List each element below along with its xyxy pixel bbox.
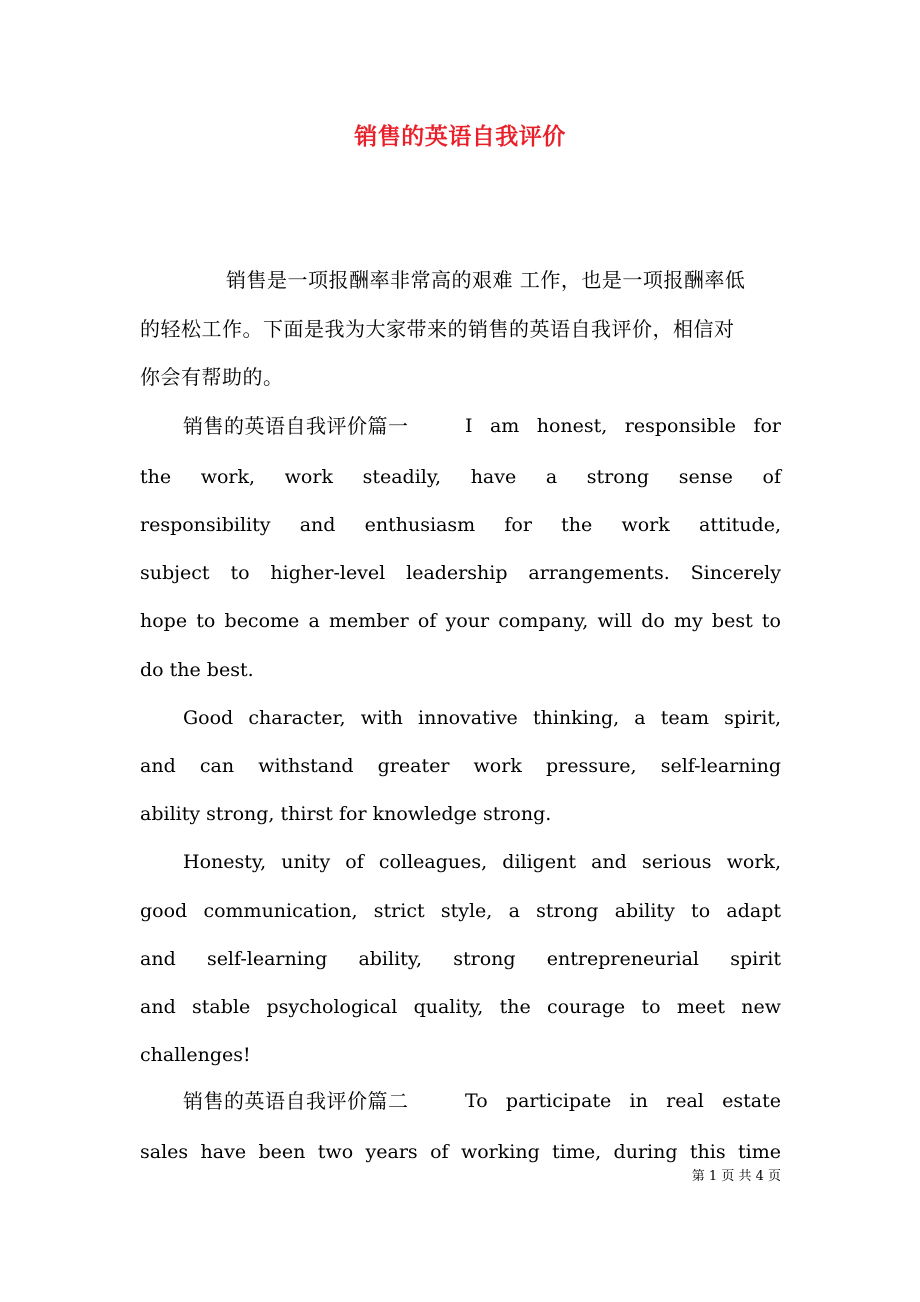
- para3-line-5: challenges!: [140, 1044, 251, 1066]
- para2-line-3: ability strong, thirst for knowledge strong.: [140, 803, 552, 825]
- para3-line-2: good communication, strict style, a strong ability to adapt: [140, 900, 781, 922]
- section1-line-2: responsibility and enthusiasm for the work attitude,: [140, 514, 781, 536]
- section1-first-line: I am honest, responsible for: [465, 415, 781, 437]
- intro-line-1: 销售是一项报酬率非常高的艰难 工作，也是一项报酬率低: [226, 268, 746, 292]
- section2-line-1: sales have been two years of working time, during this time: [140, 1141, 781, 1163]
- para2-line-1: Good character, with innovative thinking, a team spirit,: [183, 707, 781, 729]
- intro-line-2: 的轻松工作。下面是我为大家带来的销售的英语自我评价，相信对: [140, 317, 735, 341]
- page-number-footer: 第 1 页 共 4 页: [691, 1169, 781, 1184]
- document-title: 销售的英语自我评价: [354, 123, 566, 150]
- section1-line-3: subject to higher-level leadership arrangements. Sincerely: [140, 562, 781, 584]
- section1-line-5: do the best.: [140, 659, 254, 681]
- para3-line-4: and stable psychological quality, the courage to meet new: [140, 996, 781, 1018]
- section1-line-4: hope to become a member of your company, will do my best to: [140, 610, 781, 632]
- section1-line-1: the work, work steadily, have a strong sense of: [140, 466, 781, 488]
- intro-line-3: 你会有帮助的。: [140, 365, 284, 389]
- para3-line-1: Honesty, unity of colleagues, diligent and serious work,: [183, 851, 781, 873]
- section1-heading-line: [183, 412, 781, 440]
- para2-line-2: and can withstand greater work pressure, self-learning: [140, 755, 781, 777]
- section2-heading: 销售的英语自我评价篇二: [183, 1089, 409, 1113]
- section2-heading-line: [183, 1087, 781, 1115]
- section1-heading: 销售的英语自我评价篇一: [183, 414, 409, 438]
- para3-line-3: and self-learning ability, strong entrepreneurial spirit: [140, 948, 781, 970]
- section2-first-line: To participate in real estate: [465, 1090, 781, 1112]
